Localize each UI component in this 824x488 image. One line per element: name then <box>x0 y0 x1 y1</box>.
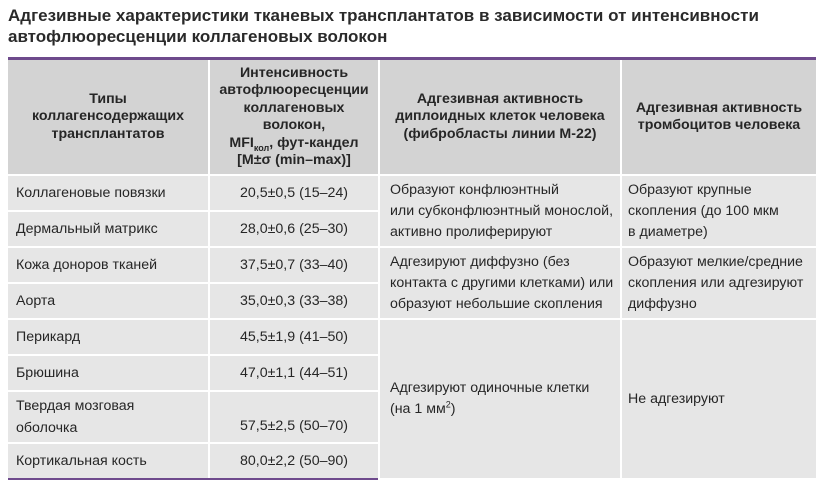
mfi-value: 45,5±1,9 (41–50) <box>209 319 379 355</box>
mfi-value: 20,5±0,5 (15–24) <box>209 175 379 211</box>
mfi-value: 47,0±1,1 (44–51) <box>209 355 379 391</box>
table-row <box>8 319 816 355</box>
header-autofluorescence: Интенсивность автофлюоресценции коллагеновых волокон, $MFI_{кол}$, фут-кандел [M±σ (min–max)] <box>209 59 379 176</box>
graft-name: Кожа доноров тканей <box>8 247 209 283</box>
mfi-value: 35,0±0,3 (33–38) <box>209 283 379 319</box>
graft-name: Перикард <box>8 319 209 355</box>
adhesion-table <box>8 57 816 480</box>
mfi-value: 80,0±2,2 (50–90) <box>209 443 379 479</box>
mfi-value: 28,0±0,6 (25–30) <box>209 211 379 247</box>
header-fibroblast-adhesion: Адгезивная активность диплоидных клеток человека (фибробласты линии М-22) <box>379 59 621 176</box>
platelet-adhesion-group-2: Образуют мелкие/средние скопления или адгезируют диффузно <box>621 247 816 319</box>
fibroblast-adhesion-group-1: Образуют конфлюэнтный или субконфлюэнтный монослой, активно пролиферируют <box>379 175 621 247</box>
graft-name: Кортикальная кость <box>8 443 209 479</box>
header-platelet-adhesion: Адгезивная активность тромбоцитов человека <box>621 59 816 176</box>
table-row <box>8 247 816 283</box>
fibroblast-adhesion-group-3: Адгезируют одиночные клетки (на 1 $мм^2$) <box>379 319 621 479</box>
graft-name: Твердая мозговая оболочка <box>8 391 209 443</box>
graft-name: Аорта <box>8 283 209 319</box>
graft-name: Коллагеновые повязки <box>8 175 209 211</box>
header-graft-type: Типы коллагенсодержащих трансплантатов <box>8 59 209 176</box>
table-title: Адгезивные характеристики тканевых трансплантатов в зависимости от интенсивности автофлюоресценции коллагеновых волокон <box>8 6 759 46</box>
graft-name: Дермальный матрикс <box>8 211 209 247</box>
platelet-adhesion-group-1: Образуют крупные скопления (до 100 мкм в диаметре) <box>621 175 816 247</box>
fibroblast-adhesion-group-2: Адгезируют диффузно (без контакта с другими клетками) или образуют небольшие скопления <box>379 247 621 319</box>
mfi-value: 37,5±0,7 (33–40) <box>209 247 379 283</box>
table-row <box>8 175 816 211</box>
mfi-value: 57,5±2,5 (50–70) <box>209 391 379 443</box>
graft-name: Брюшина <box>8 355 209 391</box>
platelet-adhesion-group-3: Не адгезируют <box>621 319 816 479</box>
header-row <box>8 59 816 176</box>
